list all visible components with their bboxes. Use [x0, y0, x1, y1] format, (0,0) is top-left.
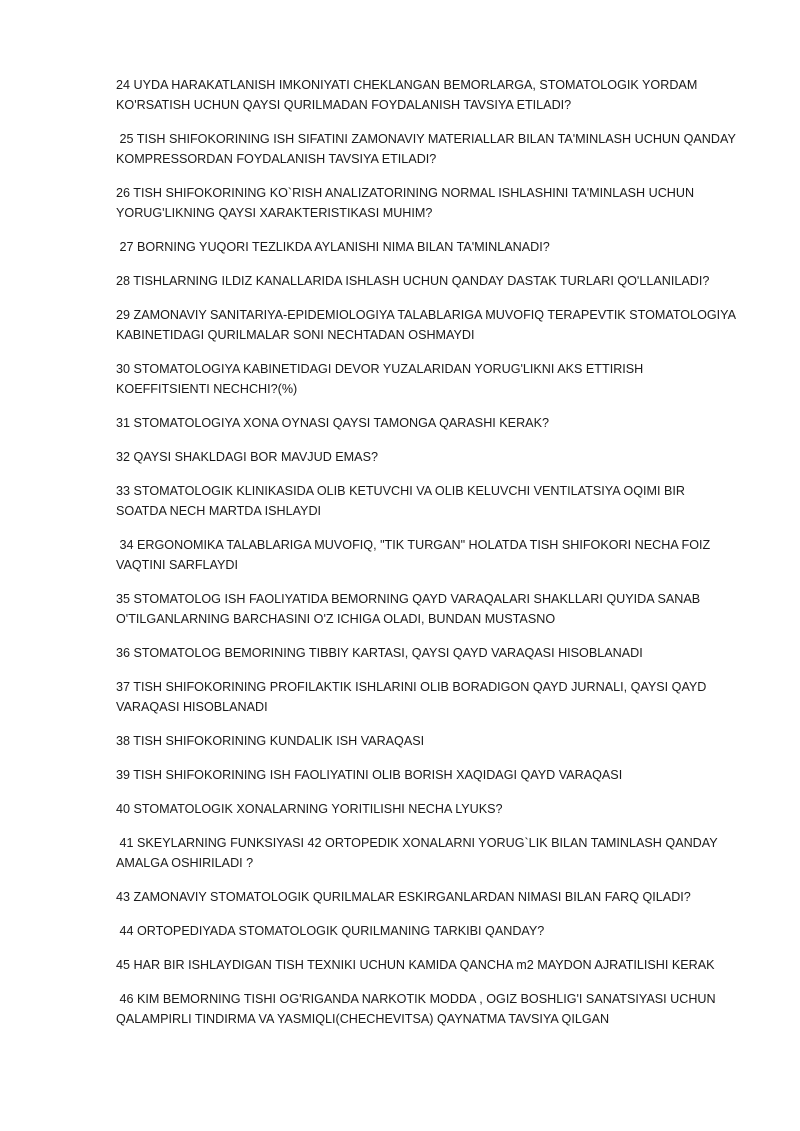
question-item: 34 ERGONOMIKA TALABLARIGA MUVOFIQ, "TIK TURGAN" HOLATDA TISH SHIFOKORI NECHA FOIZ VAQTINI SARFLAYDI	[116, 538, 714, 572]
question-item: 35 STOMATOLOG ISH FAOLIYATIDA BEMORNING QAYD VARAQALARI SHAKLLARI QUYIDA SANAB O'TILGANLARNING BARCHASINI O'Z ICHIGA OLADI, BUNDAN MUSTASNO	[116, 592, 704, 626]
question-item: 24 UYDA HARAKATLANISH IMKONIYATI CHEKLANGAN BEMORLARGA, STOMATOLOGIK YORDAM KO'RSATISH UCHUN QAYSI QURILMADAN FOYDALANISH TAVSIYA ETILADI?	[116, 78, 701, 112]
question-list	[116, 75, 740, 1043]
question-item: 45 HAR BIR ISHLAYDIGAN TISH TEXNIKI UCHUN KAMIDA QANCHA m2 MAYDON AJRATILISHI KERAK	[116, 958, 715, 972]
question-item: 27 BORNING YUQORI TEZLIKDA AYLANISHI NIMA BILAN TA'MINLANADI?	[116, 240, 550, 254]
question-item: 29 ZAMONAVIY SANITARIYA-EPIDEMIOLOGIYA TALABLARIGA MUVOFIQ TERAPEVTIK STOMATOLOGIYA KABINETIDAGI QURILMALAR SONI NECHTADAN OSHMAYDI	[116, 308, 739, 342]
question-item: 26 TISH SHIFOKORINING KO`RISH ANALIZATORINING NORMAL ISHLASHINI TA'MINLASH UCHUN YORUG'LIKNING QAYSI XARAKTERISTIKASI MUHIM?	[116, 186, 698, 220]
question-item: 43 ZAMONAVIY STOMATOLOGIK QURILMALAR ESKIRGANLARDAN NIMASI BILAN FARQ QILADI?	[116, 890, 691, 904]
question-item: 36 STOMATOLOG BEMORINING TIBBIY KARTASI, QAYSI QAYD VARAQASI HISOBLANADI	[116, 646, 643, 660]
question-item: 33 STOMATOLOGIK KLINIKASIDA OLIB KETUVCHI VA OLIB KELUVCHI VENTILATSIYA OQIMI BIR SOATDA NECH MARTDA ISHLAYDI	[116, 484, 689, 518]
question-item: 28 TISHLARNING ILDIZ KANALLARIDA ISHLASH UCHUN QANDAY DASTAK TURLARI QO'LLANILADI?	[116, 274, 710, 288]
question-item: 40 STOMATOLOGIK XONALARNING YORITILISHI NECHA LYUKS?	[116, 802, 503, 816]
question-item: 44 ORTOPEDIYADA STOMATOLOGIK QURILMANING TARKIBI QANDAY?	[116, 924, 545, 938]
question-item: 39 TISH SHIFOKORINING ISH FAOLIYATINI OLIB BORISH XAQIDAGI QAYD VARAQASI	[116, 768, 623, 782]
question-item: 41 SKEYLARNING FUNKSIYASI 42 ORTOPEDIK XONALARNI YORUG`LIK BILAN TAMINLASH QANDAY AMALGA OSHIRILADI ?	[116, 836, 721, 870]
question-item: 31 STOMATOLOGIYA XONA OYNASI QAYSI TAMONGA QARASHI KERAK?	[116, 416, 549, 430]
question-item: 37 TISH SHIFOKORINING PROFILAKTIK ISHLARINI OLIB BORADIGON QAYD JURNALI, QAYSI QAYD VARAQASI HISOBLANADI	[116, 680, 710, 714]
question-item: 32 QAYSI SHAKLDAGI BOR MAVJUD EMAS?	[116, 450, 378, 464]
question-item: 46 KIM BEMORNING TISHI OG'RIGANDA NARKOTIK MODDA , OGIZ BOSHLIG'I SANATSIYASI UCHUN QALAMPIRLI TINDIRMA VA YASMIQLI(CHECHEVITSA) QAYNATMA TAVSIYA QILGAN	[116, 992, 720, 1026]
question-item: 25 TISH SHIFOKORINING ISH SIFATINI ZAMONAVIY MATERIALLAR BILAN TA'MINLASH UCHUN QANDAY KOMPRESSORDAN FOYDALANISH TAVSIYA ETILADI?	[116, 132, 740, 166]
question-item: 30 STOMATOLOGIYA KABINETIDAGI DEVOR YUZALARIDAN YORUG'LIKNI AKS ETTIRISH KOEFFITSIENTI NECHCHI?(%)	[116, 362, 647, 396]
question-item: 38 TISH SHIFOKORINING KUNDALIK ISH VARAQASI	[116, 734, 425, 748]
